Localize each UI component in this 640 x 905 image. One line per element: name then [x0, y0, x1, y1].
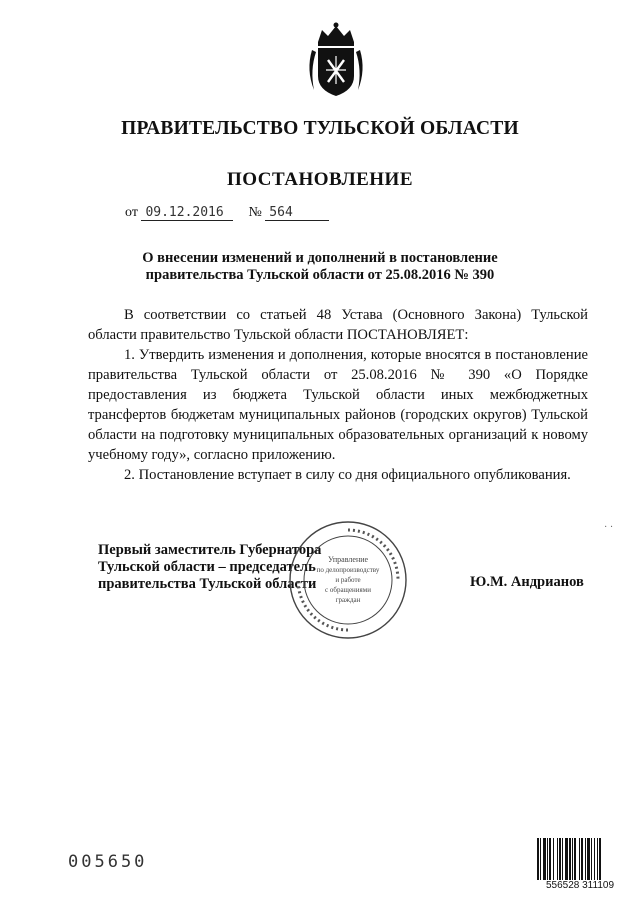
date-number-line: [125, 205, 329, 221]
document-type-title: ПОСТАНОВЛЕНИЕ: [226, 169, 414, 190]
stamp-text: и работе: [335, 576, 361, 584]
number-label: №: [248, 205, 262, 220]
stamp-text: с обращениями: [325, 586, 371, 594]
official-stamp: [286, 518, 410, 642]
document-subject: [110, 250, 530, 284]
subject-line: правительства Тульской области от 25.08.2016 № 390: [145, 267, 495, 283]
body-paragraph: В соответствии со статьей 48 Устава (Основного Закона) Тульской области правительство Тульской области ПОСТАНОВЛЯЕТ:: [88, 307, 588, 343]
stamp-text: Управление: [327, 555, 369, 564]
signatory-position-line: Первый заместитель Губернатора: [98, 542, 322, 558]
stamp-text: граждан: [335, 596, 361, 604]
barcode-number: 556528 311109: [545, 880, 615, 891]
stamp-text: по делопроизводству: [316, 566, 380, 574]
coat-of-arms-emblem: [304, 20, 368, 100]
barcode: [536, 838, 626, 882]
from-label: от: [125, 205, 138, 220]
signatory-position-line: Тульской области – председатель: [98, 559, 316, 575]
document-date: 09.12.2016: [141, 205, 233, 221]
document-number: 564: [265, 205, 329, 221]
scan-mark: · ·: [604, 522, 614, 533]
signatory-name: Ю.М. Андрианов: [470, 574, 584, 590]
serial-number: 005650: [68, 852, 148, 872]
organization-title: ПРАВИТЕЛЬСТВО ТУЛЬСКОЙ ОБЛАСТИ: [121, 118, 519, 139]
document-body: [88, 305, 588, 485]
subject-line: О внесении изменений и дополнений в постановление: [142, 250, 498, 266]
body-paragraph: 2. Постановление вступает в силу со дня официального опубликования.: [124, 467, 571, 483]
signatory-position-line: правительства Тульской области: [98, 576, 317, 592]
body-paragraph: 1. Утвердить изменения и дополнения, которые вносятся в постановление правительства Тульской области от 25.08.2016 № 390 «О Порядке предоставления из бюджета Тульской области иных межбюджетных трансфертов бюджетам муниципальных районов (городских округов) Тульской области на подготовку муниципальных образовательных организаций к новому учебному году», согласно приложению.: [88, 347, 588, 463]
